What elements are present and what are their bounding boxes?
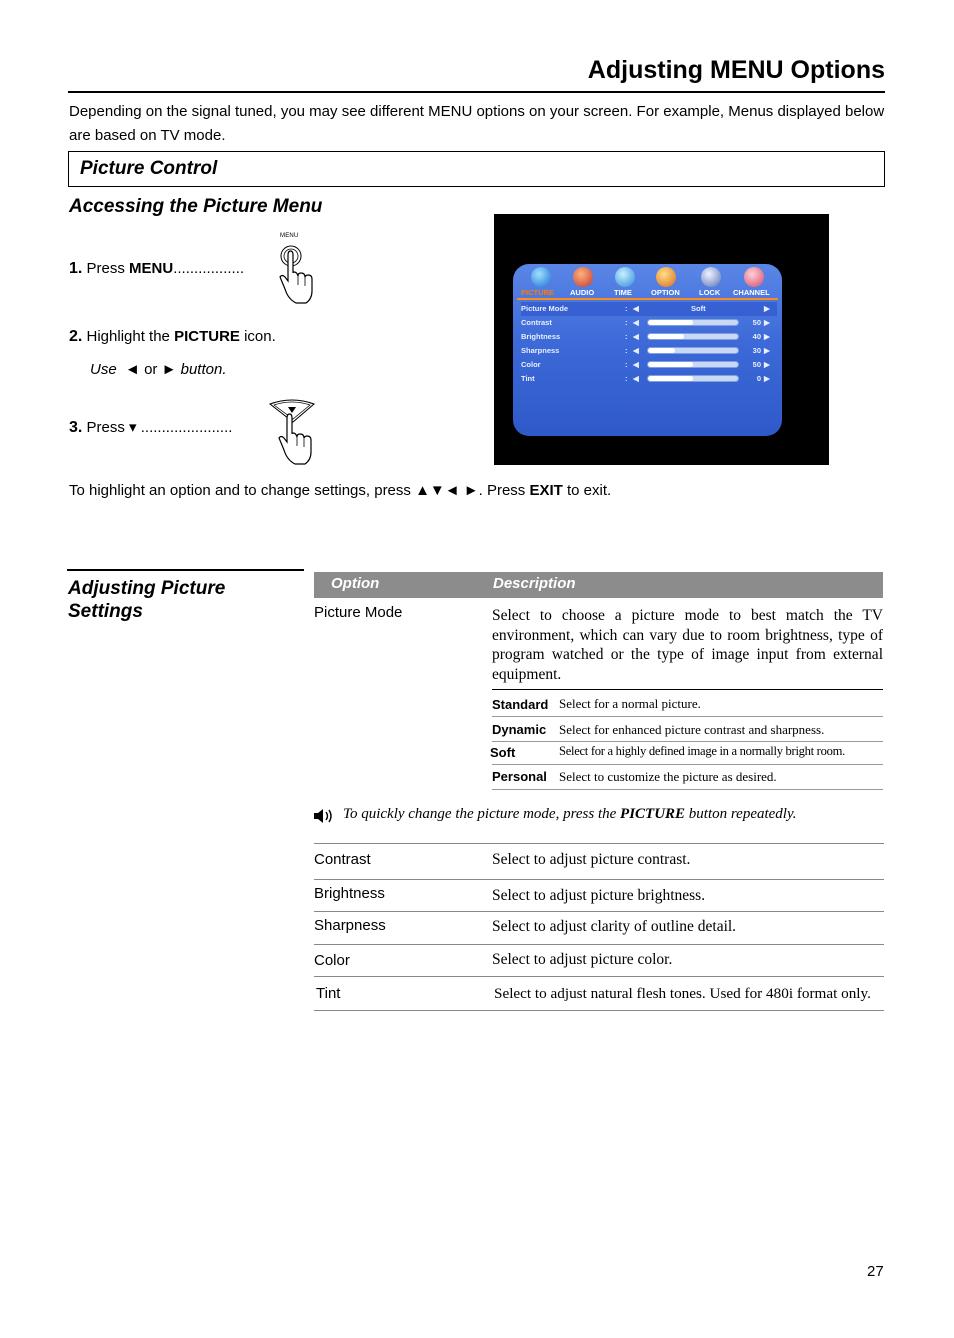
mode-rule: [492, 789, 883, 790]
step-number: 2.: [69, 328, 83, 345]
time-icon: [615, 267, 635, 287]
tv-row-value: 40: [752, 332, 761, 341]
option-sharpness: Sharpness: [314, 917, 386, 934]
option-contrast: Contrast: [314, 851, 371, 868]
step-text-post: icon.: [239, 328, 276, 345]
mode-rule: [492, 764, 883, 765]
hint-or: or: [144, 361, 158, 378]
mode-personal-desc: Select to customize the picture as desired.: [559, 769, 777, 784]
tv-menu-panel: [513, 264, 782, 436]
tv-tab-rule: [517, 298, 778, 300]
tv-tab-audio: AUDIO: [570, 288, 595, 297]
intro-text: Depending on the signal tuned, you may see different MENU options on your screen. For example, Menus displayed below are based on TV mode.: [69, 103, 885, 144]
title-rule: [68, 91, 885, 93]
picture-mode-description: Select to choose a picture mode to best match the TV environment, which can vary due to room brightness, type of program watched or the type of image input from external equipment.: [492, 607, 883, 683]
tip-text: To quickly change the picture mode, press the: [343, 806, 621, 822]
tv-row-colon: :: [625, 318, 628, 327]
tv-row-colon: :: [625, 360, 628, 369]
navigation-note: [69, 482, 611, 499]
column-option: Option: [331, 575, 380, 592]
picture-icon: [531, 267, 551, 287]
picture-control-title: Picture Control: [80, 158, 218, 179]
left-arrow-icon: ◄: [125, 361, 140, 378]
tv-row-label: Sharpness: [521, 346, 560, 355]
audio-icon: [573, 267, 593, 287]
step-3: [69, 418, 232, 437]
tv-row-colon: :: [625, 304, 628, 313]
option-tint-desc: Select to adjust natural flesh tones. Used for 480i format only.: [494, 985, 871, 1002]
tv-row-tint: [521, 372, 777, 386]
tv-row-colon: :: [625, 332, 628, 341]
tv-tab-channel: CHANNEL: [733, 288, 770, 297]
step-key: PICTURE: [174, 328, 240, 345]
tv-tab-time: TIME: [614, 288, 632, 297]
page-title: Adjusting MENU Options: [587, 56, 885, 84]
tv-row-label: Contrast: [521, 318, 552, 327]
mode-rule: [492, 689, 883, 690]
tv-row-value: 50: [752, 360, 761, 369]
page-number: 27: [867, 1263, 884, 1280]
tv-slider-fill: [648, 362, 693, 367]
step-text: Press: [86, 260, 130, 277]
mode-standard: Standard: [492, 697, 549, 712]
tv-right-arrow-icon: ▶: [764, 304, 770, 313]
tv-right-arrow-icon: ▶: [764, 318, 770, 327]
step-key: MENU: [129, 260, 174, 277]
tv-left-arrow-icon: ◀: [633, 332, 639, 341]
tv-slider-fill: [648, 348, 675, 353]
mode-soft-desc: Select for a highly defined image in a normally bright room.: [559, 744, 845, 758]
hint-use: Use: [90, 361, 117, 378]
tv-slider-fill: [648, 334, 684, 339]
tv-right-arrow-icon: ▶: [764, 374, 770, 383]
channel-icon: [744, 267, 764, 287]
tv-right-arrow-icon: ▶: [764, 332, 770, 341]
option-picture-mode: Picture Mode: [314, 604, 403, 621]
option-rule: [314, 944, 884, 945]
tv-left-arrow-icon: ◀: [633, 374, 639, 383]
navigation-note-text: To highlight an option and to change settings, press ▲▼◄ ►. Press: [69, 482, 530, 499]
tv-row-label: Brightness: [521, 332, 561, 341]
step-number: 3.: [69, 419, 83, 436]
tip-text-post: button repeatedly.: [685, 806, 797, 822]
tv-row-picture-mode: [521, 302, 777, 316]
tv-row-label: Tint: [521, 374, 535, 383]
tv-row-value: 30: [752, 346, 761, 355]
adjusting-title-line-2: Settings: [68, 601, 143, 622]
mode-rule: [492, 716, 883, 717]
tv-row-contrast: [521, 316, 777, 330]
step-text: Highlight the: [86, 328, 175, 345]
picture-control-header: [68, 151, 885, 187]
option-contrast-desc: Select to adjust picture contrast.: [492, 851, 691, 868]
option-rule: [314, 911, 884, 912]
mode-standard-desc: Select for a normal picture.: [559, 696, 701, 711]
menu-hand-label: MENU: [280, 233, 299, 239]
option-rule: [314, 843, 884, 844]
lock-icon: [701, 267, 721, 287]
step-dots: .................: [173, 260, 245, 277]
tip-key: PICTURE: [620, 806, 686, 822]
tv-row-label: Picture Mode: [521, 304, 569, 313]
option-color-desc: Select to adjust picture color.: [492, 951, 673, 968]
adjusting-rule: [67, 569, 304, 571]
tv-right-arrow-icon: ▶: [764, 346, 770, 355]
option-brightness-desc: Select to adjust picture brightness.: [492, 887, 706, 904]
option-icon: [656, 267, 676, 287]
step-text: Press: [86, 419, 130, 436]
step-1: [69, 260, 244, 278]
tv-left-arrow-icon: ◀: [633, 346, 639, 355]
adjusting-title-line-1: Adjusting Picture: [68, 578, 226, 599]
tv-row-label: Color: [521, 360, 541, 369]
tv-slider-fill: [648, 376, 693, 381]
tv-left-arrow-icon: ◀: [633, 304, 639, 313]
tv-row-color: [521, 358, 777, 372]
option-sharpness-desc: Select to adjust clarity of outline detail.: [492, 918, 737, 935]
adjusting-picture-settings-title: [68, 577, 225, 623]
tv-row-brightness: [521, 330, 777, 344]
tv-slider: [647, 347, 739, 354]
option-rule: [314, 879, 884, 880]
tv-slider: [647, 375, 739, 382]
step-number: 1.: [69, 260, 83, 277]
option-tint: Tint: [316, 985, 341, 1002]
tv-row-sharpness: [521, 344, 777, 358]
options-table-header: [314, 572, 883, 598]
tv-left-arrow-icon: ◀: [633, 318, 639, 327]
hint-button: button.: [180, 361, 227, 378]
tv-tab-lock: LOCK: [699, 288, 721, 297]
tv-slider-fill: [648, 320, 693, 325]
down-hand-icon: [266, 398, 318, 466]
tv-row-colon: :: [625, 374, 628, 383]
menu-hand-icon: [276, 233, 320, 307]
tv-slider: [647, 361, 739, 368]
mode-rule: [492, 741, 883, 742]
tv-row-colon: :: [625, 346, 628, 355]
mode-personal: Personal: [492, 769, 547, 784]
tv-row-value: 50: [752, 318, 761, 327]
down-arrow-icon: ▾: [129, 419, 137, 436]
exit-key: EXIT: [529, 482, 563, 499]
option-brightness: Brightness: [314, 885, 385, 902]
picture-button-tip: [343, 806, 797, 823]
tv-left-arrow-icon: ◀: [633, 360, 639, 369]
right-arrow-icon: ►: [161, 361, 177, 378]
option-rule: [314, 976, 884, 977]
step-2: [69, 328, 276, 346]
tv-slider: [647, 319, 739, 326]
tv-tab-option: OPTION: [651, 288, 680, 297]
mode-dynamic-desc: Select for enhanced picture contrast and sharpness.: [559, 722, 825, 737]
tv-icon-bar: [513, 264, 782, 298]
tv-slider: [647, 333, 739, 340]
mode-soft: Soft: [490, 745, 516, 760]
column-description: Description: [493, 575, 576, 592]
tv-tab-picture: PICTURE: [521, 288, 554, 297]
navigation-note-post: to exit.: [562, 482, 612, 499]
accessing-picture-menu-title: Accessing the Picture Menu: [69, 196, 323, 217]
speaker-note-icon: [313, 807, 335, 825]
option-color: Color: [314, 952, 350, 969]
option-rule: [314, 1010, 884, 1011]
step-2-hint: [90, 361, 226, 378]
tv-row-value: Soft: [691, 304, 706, 313]
mode-dynamic: Dynamic: [492, 722, 547, 737]
step-dots: ......................: [140, 419, 233, 436]
tv-menu-screenshot: [494, 214, 829, 465]
tv-row-value: 0: [756, 374, 761, 383]
tv-right-arrow-icon: ▶: [764, 360, 770, 369]
